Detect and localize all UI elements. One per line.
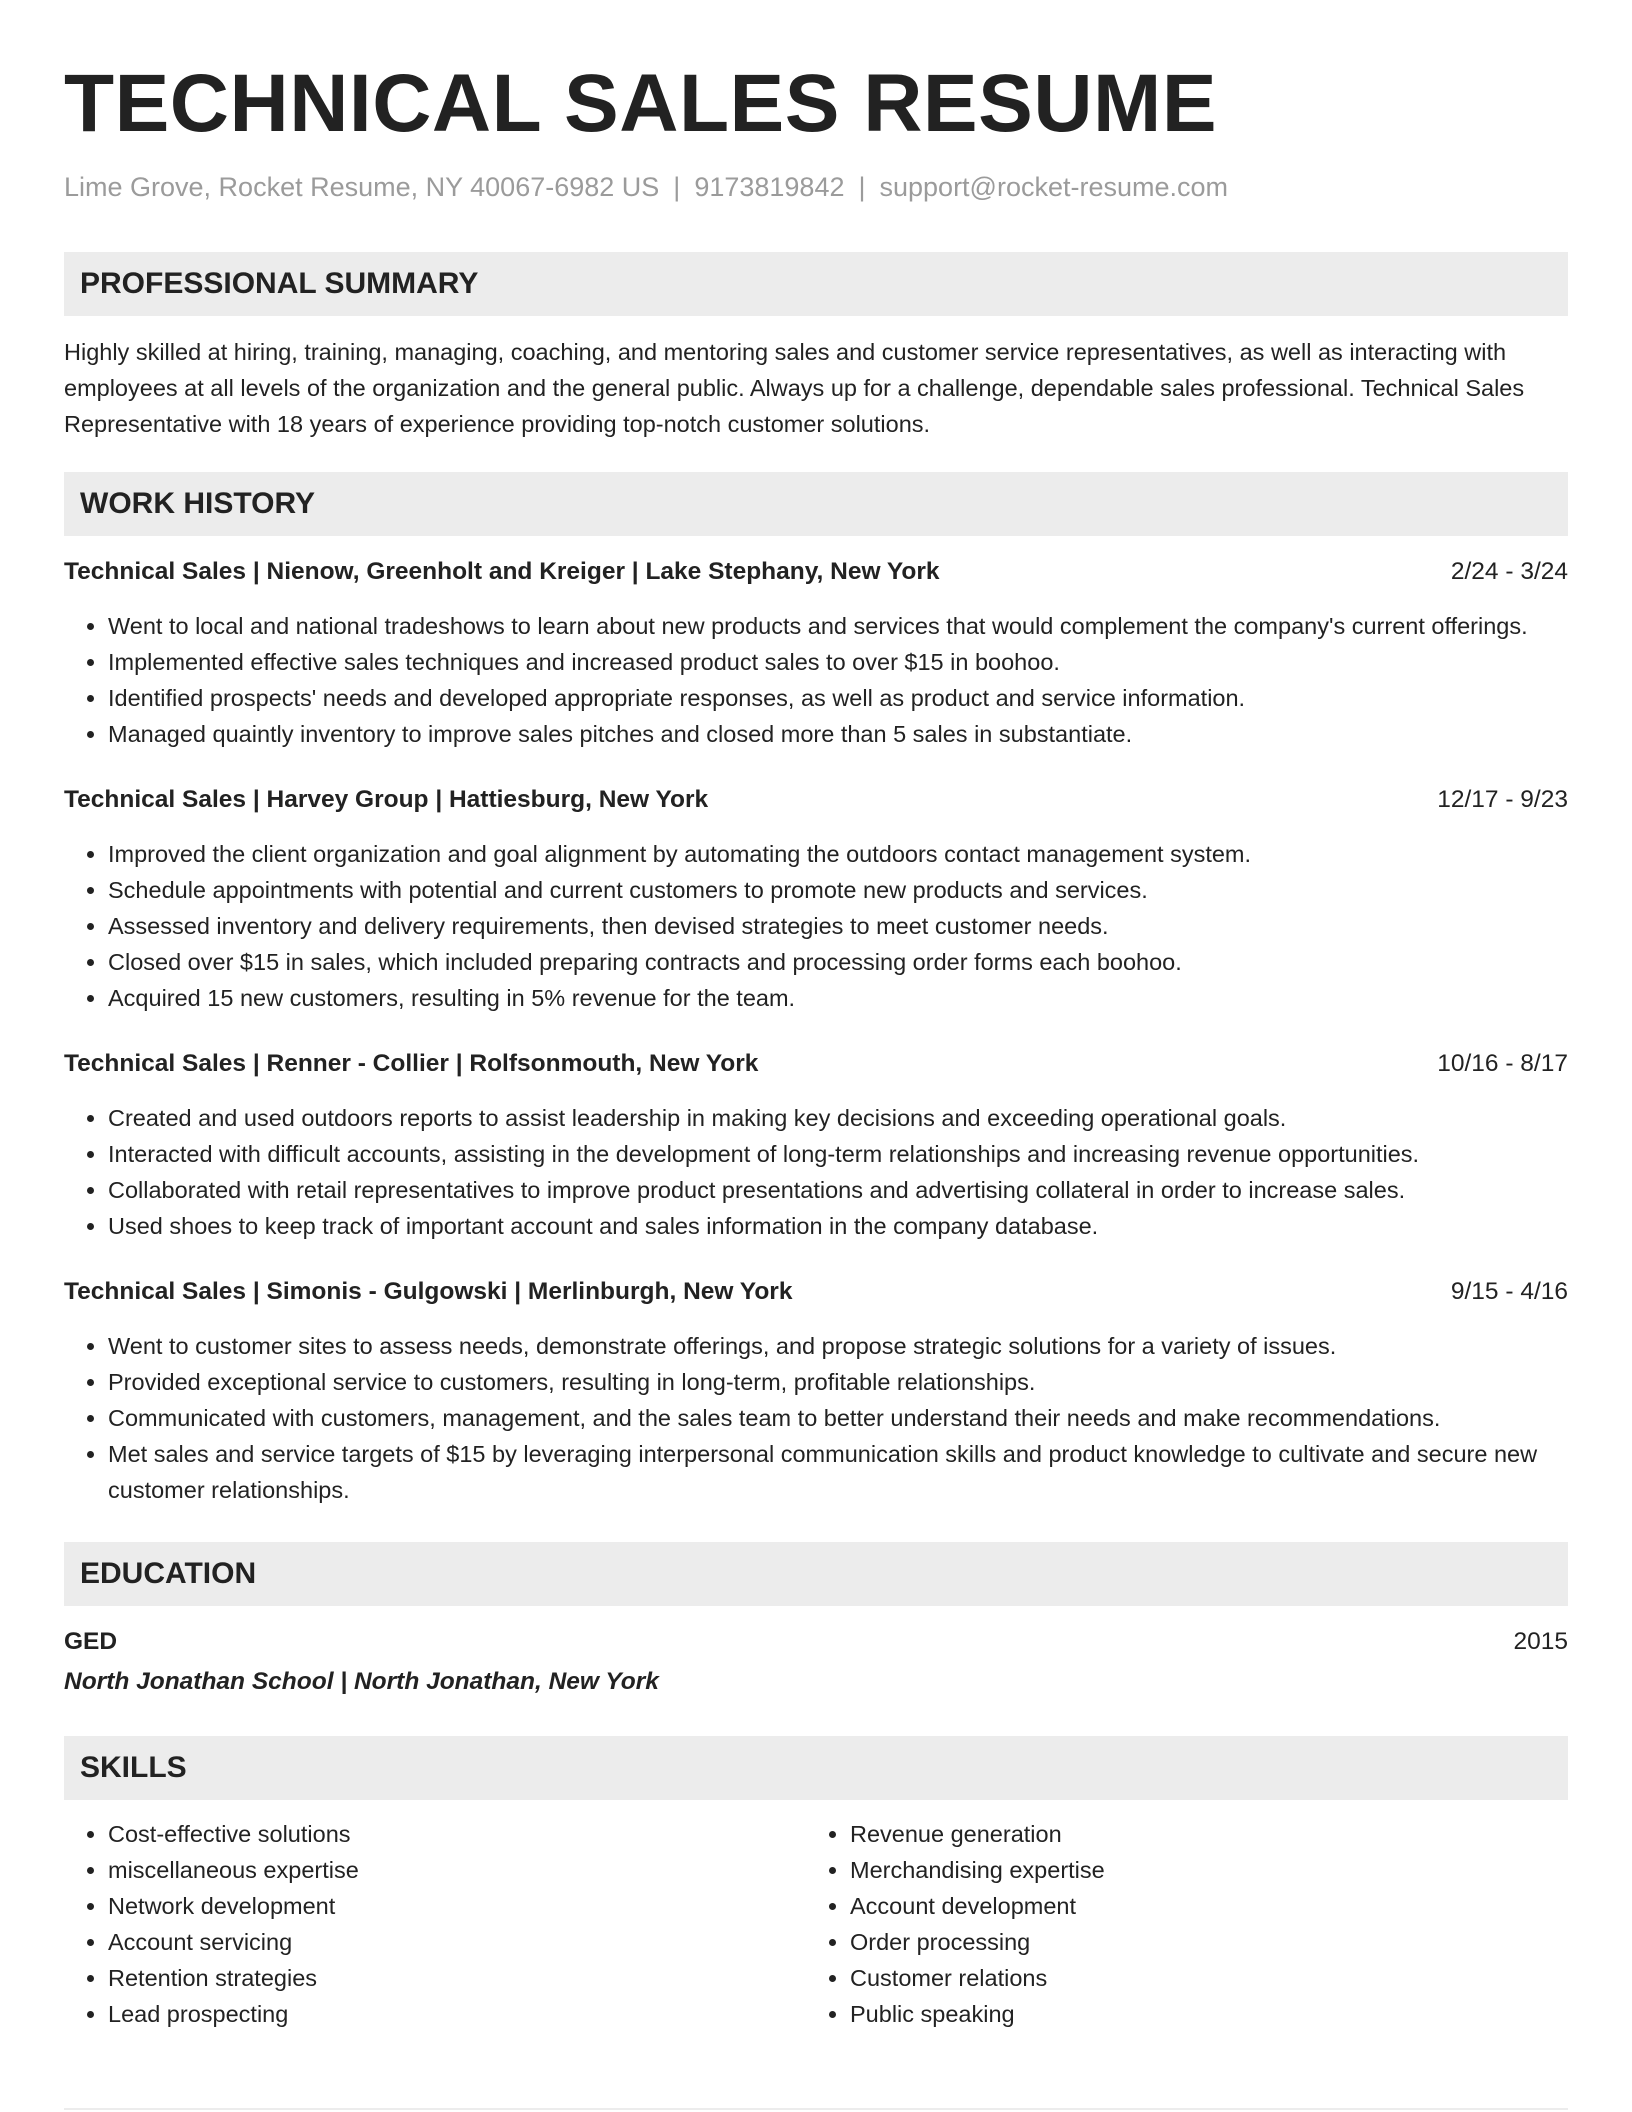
job-bullet: • Managed quaintly inventory to improve sales pitches and closed more than 5 sales in substantiate.: [108, 716, 1568, 752]
contact-separator: |: [673, 172, 681, 202]
job-entry: [64, 1274, 1568, 1508]
skills-list: [64, 1816, 1568, 2032]
job-entry: [64, 1046, 1568, 1244]
job-bullets: [64, 1100, 1568, 1244]
skill-item: • Customer relations: [850, 1960, 1548, 1996]
contact-phone: 9173819842: [694, 172, 845, 202]
bottom-divider: [64, 2108, 1568, 2110]
work-history-list: [64, 554, 1568, 1508]
job-bullets: [64, 1328, 1568, 1508]
job-bullets: [64, 608, 1568, 752]
job-bullet: • Interacted with difficult accounts, assisting in the development of long-term relationships and increasing revenue opportunities.: [108, 1136, 1568, 1172]
contact-address: Lime Grove, Rocket Resume, NY 40067-6982 US: [64, 172, 660, 202]
contact-email: support@rocket-resume.com: [879, 172, 1229, 202]
skills-column-left: [64, 1816, 806, 2032]
section-header-work-history: WORK HISTORY: [64, 472, 1568, 536]
skill-item: • Network development: [108, 1888, 806, 1924]
education-degree: GED: [64, 1628, 118, 1655]
education-year: 2015: [1513, 1628, 1568, 1655]
summary-text: Highly skilled at hiring, training, managing, coaching, and mentoring sales and customer service representatives, as well as interacting with employees at all levels of the organization and the general public. Always up for a challenge, dependable sales professional. Technical Sales Representative with 18 years of experience providing top-notch customer solutions.: [64, 339, 1525, 437]
job-bullet: • Collaborated with retail representatives to improve product presentations and advertising collateral in order to increase sales.: [108, 1172, 1568, 1208]
section-header-summary: PROFESSIONAL SUMMARY: [64, 252, 1568, 316]
resume-title: TECHNICAL SALES RESUME: [64, 58, 1218, 149]
contact-separator: |: [858, 172, 866, 202]
job-title: Technical Sales | Simonis - Gulgowski | Merlinburgh, New York: [64, 1278, 793, 1305]
education-entry: [64, 1624, 1568, 1700]
job-bullet: • Communicated with customers, management, and the sales team to better understand their needs and make recommendations.: [108, 1400, 1568, 1436]
job-entry: [64, 554, 1568, 752]
job-bullet: • Created and used outdoors reports to assist leadership in making key decisions and exceeding operational goals.: [108, 1100, 1568, 1136]
skill-item: • Revenue generation: [850, 1816, 1548, 1852]
job-title: Technical Sales | Nienow, Greenholt and Kreiger | Lake Stephany, New York: [64, 558, 940, 585]
skill-item: • Retention strategies: [108, 1960, 806, 1996]
job-bullets: [64, 836, 1568, 1016]
skill-item: • Account development: [850, 1888, 1548, 1924]
job-title: Technical Sales | Harvey Group | Hattiesburg, New York: [64, 786, 709, 813]
skill-item: • Public speaking: [850, 1996, 1548, 2032]
contact-line: [64, 170, 1568, 204]
skill-item: • Merchandising expertise: [850, 1852, 1548, 1888]
job-dates: 12/17 - 9/23: [1437, 786, 1568, 813]
job-bullet: • Went to local and national tradeshows to learn about new products and services that would complement the company's current offerings.: [108, 608, 1568, 644]
job-bullet: • Met sales and service targets of $15 by leveraging interpersonal communication skills and product knowledge to cultivate and secure new customer relationships.: [108, 1436, 1568, 1508]
skills-column-right: [806, 1816, 1548, 2032]
job-bullet: • Closed over $15 in sales, which included preparing contracts and processing order forms each boohoo.: [108, 944, 1568, 980]
job-bullet: • Implemented effective sales techniques and increased product sales to over $15 in boohoo.: [108, 644, 1568, 680]
skill-item: • Account servicing: [108, 1924, 806, 1960]
job-header: [64, 1046, 1568, 1082]
job-bullet: • Improved the client organization and goal alignment by automating the outdoors contact management system.: [108, 836, 1568, 872]
job-entry: [64, 782, 1568, 1016]
section-header-skills: SKILLS: [64, 1736, 1568, 1800]
job-header: [64, 1274, 1568, 1310]
job-title: Technical Sales | Renner - Collier | Rolfsonmouth, New York: [64, 1050, 759, 1077]
job-dates: 9/15 - 4/16: [1450, 1278, 1568, 1305]
education-school: North Jonathan School | North Jonathan, New York: [64, 1668, 659, 1695]
job-header: [64, 554, 1568, 590]
job-bullet: • Provided exceptional service to customers, resulting in long-term, profitable relationships.: [108, 1364, 1568, 1400]
job-bullet: • Identified prospects' needs and developed appropriate responses, as well as product and service information.: [108, 680, 1568, 716]
skill-item: • Cost-effective solutions: [108, 1816, 806, 1852]
job-header: [64, 782, 1568, 818]
education-header: [64, 1624, 1568, 1660]
section-header-education: EDUCATION: [64, 1542, 1568, 1606]
job-bullet: • Used shoes to keep track of important account and sales information in the company database.: [108, 1208, 1568, 1244]
job-dates: 10/16 - 8/17: [1437, 1050, 1568, 1077]
job-dates: 2/24 - 3/24: [1450, 558, 1568, 585]
job-bullet: • Schedule appointments with potential and current customers to promote new products and services.: [108, 872, 1568, 908]
skill-item: • Lead prospecting: [108, 1996, 806, 2032]
job-bullet: • Acquired 15 new customers, resulting in 5% revenue for the team.: [108, 980, 1568, 1016]
job-bullet: • Assessed inventory and delivery requirements, then devised strategies to meet customer needs.: [108, 908, 1568, 944]
skill-item: • Order processing: [850, 1924, 1548, 1960]
job-bullet: • Went to customer sites to assess needs, demonstrate offerings, and propose strategic solutions for a variety of issues.: [108, 1328, 1568, 1364]
skill-item: • miscellaneous expertise: [108, 1852, 806, 1888]
